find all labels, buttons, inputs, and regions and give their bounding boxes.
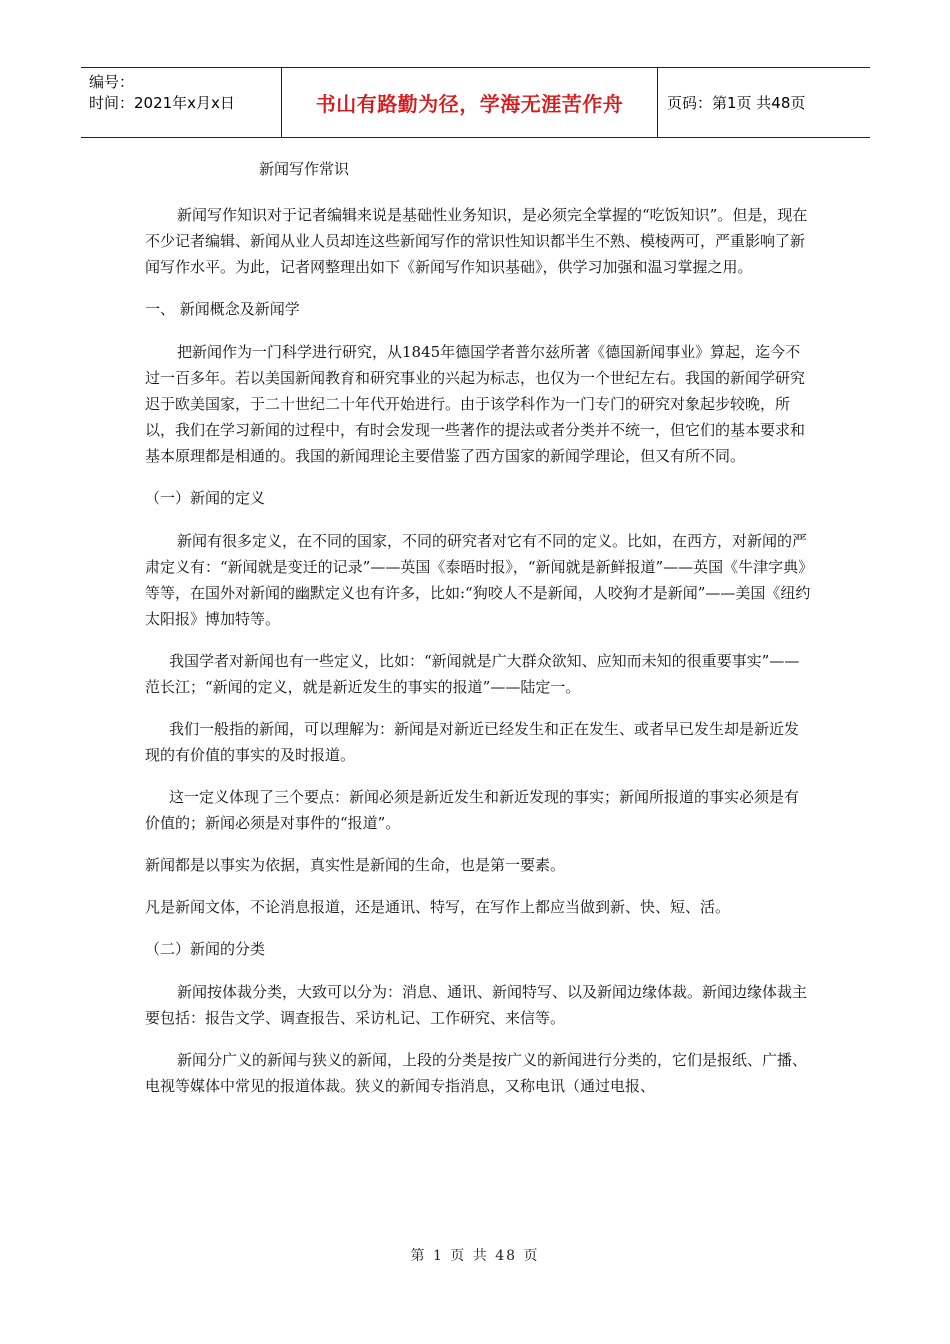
subsection-heading: （一）新闻的定义 bbox=[145, 489, 266, 507]
intro-paragraph: 新闻写作知识对于记者编辑来说是基础性业务知识，是必须完全掌握的“吃饭知识”。但是，现在不少记者编辑、新闻从业人员却连这些新闻写作的常识性知识都半生不熟、模棱两可，严重影响了新闻写作水平。为此，记者网整理出如下《新闻写作知识基础》，供学习加强和温习掌握之用。 bbox=[145, 206, 808, 276]
section-paragraph: 把新闻作为一门科学进行研究，从1845年德国学者普尔兹所著《德国新闻事业》算起，迄今不过一百多年。若以美国新闻教育和研究事业的兴起为标志，也仅为一个世纪左右。我国的新闻学研究迟于欧美国家，于二十世纪二十年代开始进行。由于该学科作为一门专门的研究对象起步较晚，所以，我们在学习新闻的过程中，有时会发现一些著作的提法或者分类并不统一，但它们的基本要求和基本原理都是相通的。我国的新闻理论主要借鉴了西方国家的新闻学理论，但又有所不同。 bbox=[145, 343, 806, 465]
body-paragraph: 新闻分广义的新闻与狭义的新闻，上段的分类是按广义的新闻进行分类的，它们是报纸、广播、电视等媒体中常见的报道体裁。狭义的新闻专指消息，又称电讯（通过电报、 bbox=[145, 1051, 808, 1095]
header-divider bbox=[657, 68, 658, 137]
body-paragraph: 新闻都是以事实为依据，真实性是新闻的生命，也是第一要素。 bbox=[145, 856, 566, 874]
subsection-heading: （二）新闻的分类 bbox=[145, 940, 266, 958]
body-paragraph: 这一定义体现了三个要点：新闻必须是新近发生和新近发现的事实；新闻所报道的事实必须是有价值的；新闻必须是对事件的“报道”。 bbox=[145, 788, 800, 832]
header-motto: 书山有路勤为径，学海无涯苦作舟 bbox=[315, 92, 624, 116]
header-meta bbox=[89, 72, 279, 114]
header-page-info: 页码：第1页 共48页 bbox=[667, 94, 806, 112]
body-paragraph: 我国学者对新闻也有一些定义，比如：“新闻就是广大群众欲知、应知而未知的很重要事实”——范长江；“新闻的定义，就是新近发生的事实的报道”——陆定一。 bbox=[145, 652, 800, 696]
document-title: 新闻写作常识 bbox=[259, 160, 350, 178]
page-footer: 第 1 页 共 48 页 bbox=[410, 1248, 540, 1264]
section-heading: 一、 新闻概念及新闻学 bbox=[145, 300, 300, 318]
document-number-label: 编号： bbox=[89, 73, 135, 91]
body-paragraph: 新闻有很多定义，在不同的国家，不同的研究者对它有不同的定义。比如，在西方，对新闻的严肃定义有：“新闻就是变迁的记录”——英国《泰晤时报》，“新闻就是新鲜报道”——英国《牛津字典》等等，在国外对新闻的幽默定义也有许多，比如:“狗咬人不是新闻，人咬狗才是新闻”——美国《纽约太阳报》博加特等。 bbox=[145, 532, 811, 628]
page-header bbox=[81, 67, 870, 138]
body-paragraph: 凡是新闻文体，不论消息报道，还是通讯、特写，在写作上都应当做到新、快、短、活。 bbox=[145, 898, 731, 916]
body-paragraph: 我们一般指的新闻，可以理解为：新闻是对新近已经发生和正在发生、或者早已发生却是新近发现的有价值的事实的及时报道。 bbox=[145, 720, 800, 764]
document-time-label: 时间：2021年x月x日 bbox=[89, 94, 235, 112]
document-body bbox=[145, 156, 813, 1099]
body-paragraph: 新闻按体裁分类，大致可以分为：消息、通讯、新闻特写、以及新闻边缘体裁。新闻边缘体裁主要包括：报告文学、调查报告、采访札记、工作研究、来信等。 bbox=[145, 983, 808, 1027]
